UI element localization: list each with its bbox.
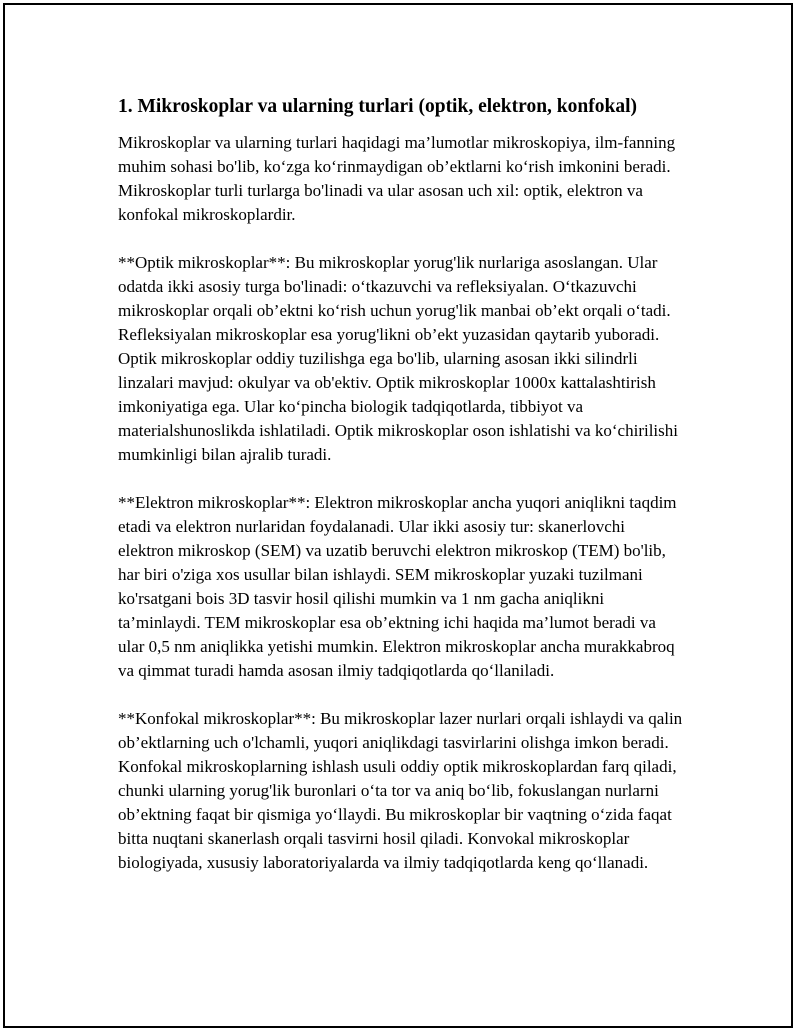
document-body [118, 93, 683, 899]
page-title: 1. Mikroskoplar va ularning turlari (optik, elektron, konfokal) [118, 96, 637, 117]
optical-microscopes-paragraph: **Optik mikroskoplar**: Bu mikroskoplar yorug'lik nurlariga asoslangan. Ular odatda ikki asosiy turga bo'linadi: o‘tkazuvchi va refleksiyalan. O‘tkazuvchi mikroskoplar orqali ob’ektni ko‘rish uchun yorug'lik manbai ob’ekt orqali o‘tadi. Refleksiyalan mikroskoplar esa yorug'likni ob’ekt yuzasidan qaytarib yuboradi. Optik mikroskoplar oddiy tuzilishga ega bo'lib, ularning asosan ikki silindrli linzalari mavjud: okulyar va ob'ektiv. Optik mikroskoplar 1000x kattalashtirish imkoniyatiga ega. Ular ko‘pincha biologik tadqiqotlarda, tibbiyot va materialshunoslikda ishlatiladi. Optik mikroskoplar oson ishlatishi va ko‘chirilishi mumkinligi bilan ajralib turadi. [118, 253, 678, 464]
intro-paragraph: Mikroskoplar va ularning turlari haqidagi ma’lumotlar mikroskopiya, ilm-fanning muhim sohasi bo'lib, ko‘zga ko‘rinmaydigan ob’ektlarni ko‘rish imkonini beradi. Mikroskoplar turli turlarga bo'linadi va ular asosan uch xil: optik, elektron va konfokal mikroskoplardir. [118, 133, 676, 224]
electron-microscopes-paragraph: **Elektron mikroskoplar**: Elektron mikroskoplar ancha yuqori aniqlikni taqdim etadi va elektron nurlaridan foydalanadi. Ular ikki asosiy tur: skanerlovchi elektron mikroskop (SEM) va uzatib beruvchi elektron mikroskop (TEM) bo'lib, har biri o'ziga xos usullar bilan ishlaydi. SEM mikroskoplar yuzaki tuzilmani ko'rsatgani bois 3D tasvir hosil qilishi mumkin va 1 nm gacha aniqlikni ta’minlaydi. TEM mikroskoplar esa ob’ektning ichi haqida ma’lumot beradi va ular 0,5 nm aniqlikka yetishi mumkin. Elektron mikroskoplar ancha murakkabroq va qimmat turadi hamda asosan ilmiy tadqiqotlarda qo‘llaniladi. [118, 493, 677, 680]
confocal-microscopes-paragraph: **Konfokal mikroskoplar**: Bu mikroskoplar lazer nurlari orqali ishlaydi va qalin ob’ektlarning uch o'lchamli, yuqori aniqlikdagi tasvirlarini olishga imkon beradi. Konfokal mikroskoplarning ishlash usuli oddiy optik mikroskoplardan farq qiladi, chunki ularning yorug'lik buronlari o‘ta tor va aniq bo‘lib, fokuslangan nurlarni ob’ektning faqat bir qismiga yo‘llaydi. Bu mikroskoplar bir vaqtning o‘zida faqat bitta nuqtani skanerlash orqali tasvirni hosil qiladi. Konvokal mikroskoplar biologiyada, xususiy laboratoriyalarda va ilmiy tadqiqotlarda keng qo‘llanadi. [118, 709, 683, 872]
